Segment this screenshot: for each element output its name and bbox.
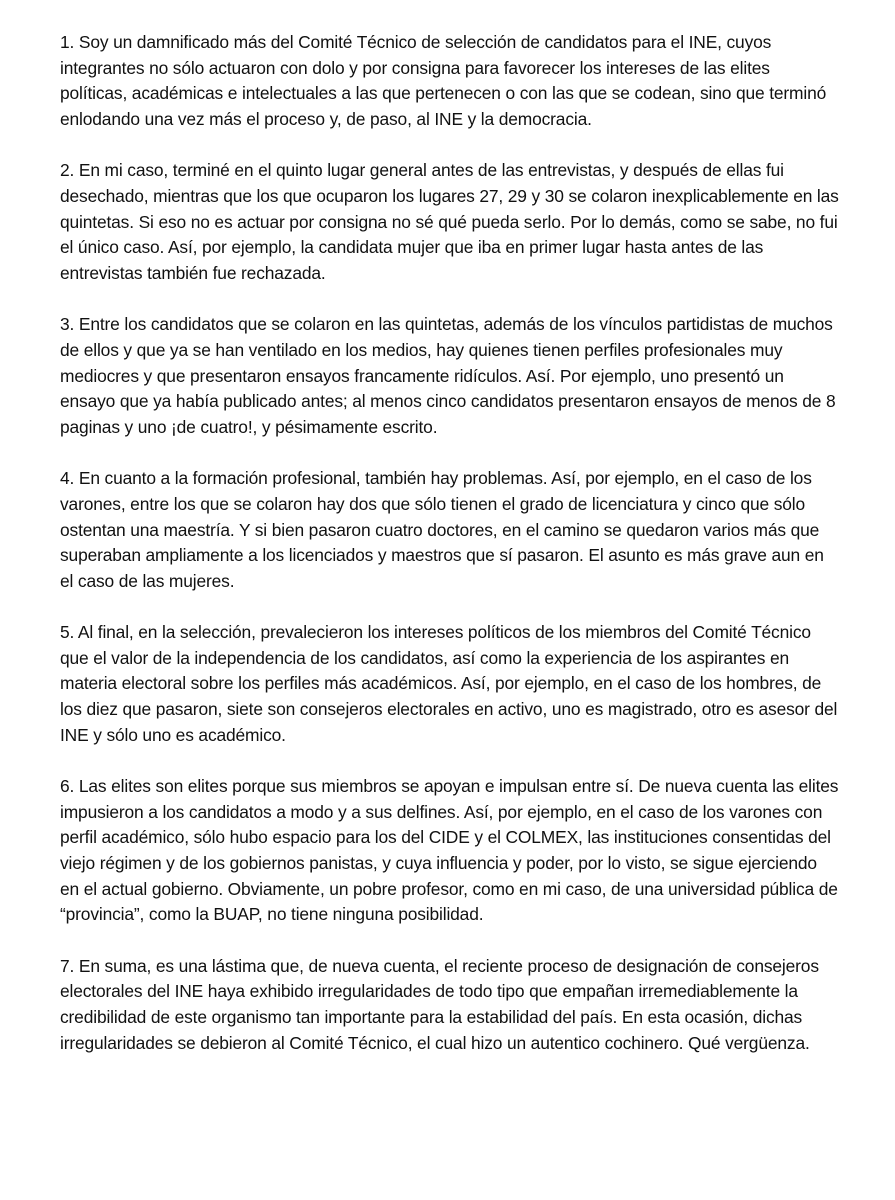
paragraph-7: 7. En suma, es una lástima que, de nueva cuenta, el reciente proceso de designación de consejeros electorales del INE haya exhibido irregularidades de todo tipo que empañan irremediablemente la credibilidad de este organismo tan importante para la estabilidad del país. En esta ocasión, dichas irregularidades se debieron al Comité Técnico, el cual hizo un autentico cochinero. Qué vergüenza. — [60, 955, 819, 1053]
paragraph-1: 1. Soy un damnificado más del Comité Técnico de selección de candidatos para el INE, cuyos integrantes no sólo actuaron con dolo y por consigna para favorecer los intereses de las elites políticas, académicas e intelectuales a las que pertenecen o con las que se codean, sino que terminó enlodando una vez más el proceso y, de paso, al INE y la democracia. — [60, 32, 827, 129]
paragraph-5: 5. Al final, en la selección, prevalecieron los intereses políticos de los miembros del Comité Técnico que el valor de la independencia de los candidatos, así como la experiencia de los aspirantes en materia electoral sobre los perfiles más académicos. Así, por ejemplo, en el caso de los hombres, de los diez que pasaron, siete son consejeros electorales en activo, uno es magistrado, otro es asesor del INE y sólo uno es académico. — [60, 622, 838, 745]
paragraph-2: 2. En mi caso, terminé en el quinto lugar general antes de las entrevistas, y después de ellas fui desechado, mientras que los que ocuparon los lugares 27, 29 y 30 se colaron inexplicablemente en las quintetas. Si eso no es actuar por consigna no sé qué pueda serlo. Por lo demás, como se sabe, no fui el único caso. Así, por ejemplo, la candidata mujer que iba en primer lugar hasta antes de las entrevistas también fue rechazada. — [60, 160, 839, 283]
paragraph-4: 4. En cuanto a la formación profesional, también hay problemas. Así, por ejemplo, en el caso de los varones, entre los que se colaron hay dos que sólo tienen el grado de licenciatura y cinco que sólo ostentan una maestría. Y si bien pasaron cuatro doctores, en el camino se quedaron varios más que superaban ampliamente a los licenciados y maestros que sí pasaron. El asunto es más grave aun en el caso de las mujeres. — [60, 468, 824, 591]
paragraph-6: 6. Las elites son elites porque sus miembros se apoyan e impulsan entre sí. De nueva cuenta las elites impusieron a los candidatos a modo y a sus delfines. Así, por ejemplo, en el caso de los varones con perfil académico, sólo hubo espacio para los del CIDE y el COLMEX, las instituciones consentidas del viejo régimen y de los gobiernos panistas, y cuya influencia y poder, por lo visto, se sigue ejerciendo en el actual gobierno. Obviamente, un pobre profesor, como en mi caso, de una universidad pública de “provincia”, como la BUAP, no tiene ninguna posibilidad. — [60, 776, 839, 925]
document-body — [60, 30, 840, 1082]
paragraph-3: 3. Entre los candidatos que se colaron en las quintetas, además de los vínculos partidistas de muchos de ellos y que ya se han ventilado en los medios, hay quienes tienen perfiles profesionales muy mediocres y que presentaron ensayos francamente ridículos. Así. Por ejemplo, uno presentó un ensayo que ya había publicado antes; al menos cinco candidatos presentaron ensayos de menos de 8 paginas y uno ¡de cuatro!, y pésimamente escrito. — [60, 314, 836, 437]
